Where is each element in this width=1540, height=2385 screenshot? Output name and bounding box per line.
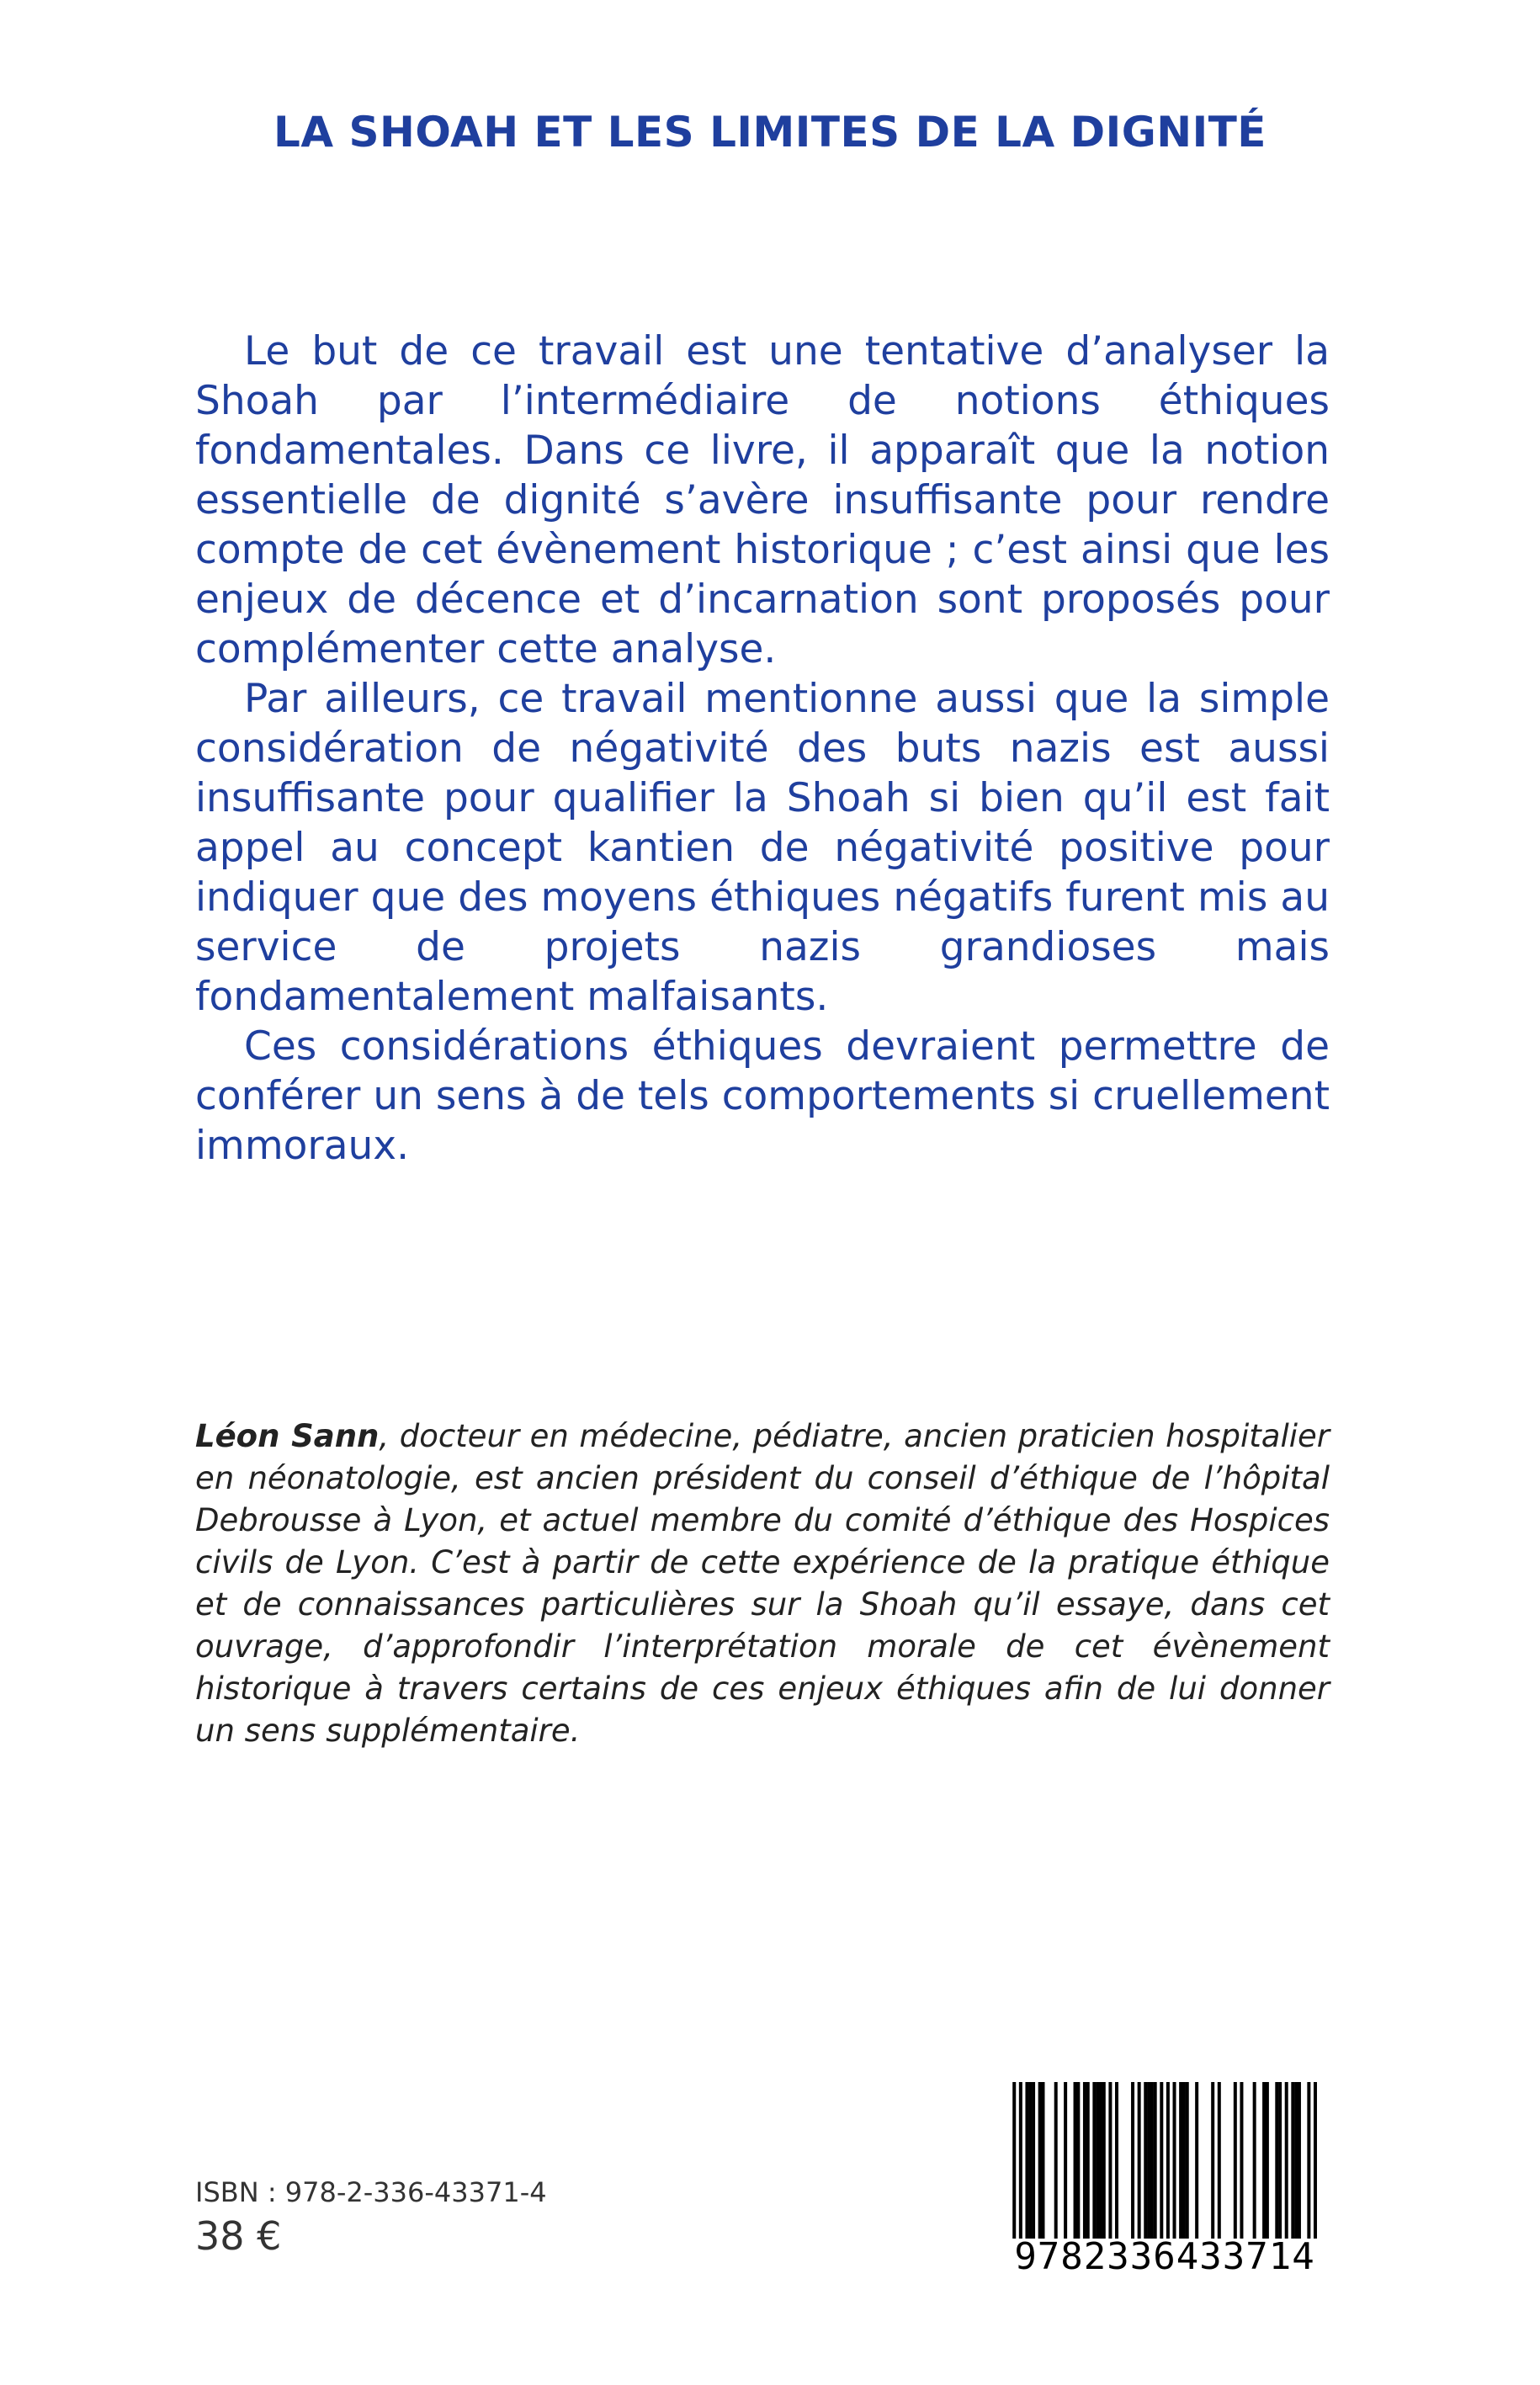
barcode-bar xyxy=(1275,2082,1278,2239)
barcode-bar xyxy=(1032,2082,1035,2239)
barcode-bar xyxy=(1131,2082,1134,2239)
barcode-bar xyxy=(1182,2082,1186,2239)
book-summary xyxy=(195,327,1330,1171)
barcode-bar xyxy=(1150,2082,1154,2239)
barcode-bar xyxy=(1054,2082,1058,2239)
barcode xyxy=(1000,2082,1330,2277)
barcode-bar xyxy=(1278,2082,1282,2239)
barcode-bar xyxy=(1064,2082,1067,2239)
barcode-bar xyxy=(1096,2082,1099,2239)
barcode-bar xyxy=(1076,2082,1080,2239)
price-label: 38 € xyxy=(195,2213,282,2259)
barcode-bar xyxy=(1138,2082,1141,2239)
barcode-bar xyxy=(1086,2082,1090,2239)
barcode-bar xyxy=(1314,2082,1317,2239)
barcode-bar xyxy=(1266,2082,1269,2239)
author-bio xyxy=(195,1416,1330,1752)
barcode-bar xyxy=(1307,2082,1310,2239)
barcode-bar xyxy=(1102,2082,1106,2239)
barcode-bar xyxy=(1253,2082,1256,2239)
barcode-bar xyxy=(1179,2082,1182,2239)
author-bio-text: , docteur en médecine, pédiatre, ancien praticien hospitalier en néonatologie, est ancien président du conseil d’éthique de l’hôpital Debrousse à Lyon, et actuel membre du comité d’éthique des Hospices civils de Lyon. C’est à partir de cette expérience de la pratique éthique et de connaissances particulières sur la Shoah qu’il essaye, dans cet ouvrage, d’approfondir l’interprétation morale de cet évènement historique à travers certains de ces enjeux éthiques afin de lui donner un sens supplémentaire. xyxy=(195,1418,1330,1749)
barcode-bar xyxy=(1144,2082,1147,2239)
summary-paragraph-2: Par ailleurs, ce travail mentionne aussi que la simple considération de négativité des buts nazis est aussi insuffisante pour qualifier la Shoah si bien qu’il est fait appel au concept kantien de négativité positive pour indiquer que des moyens éthiques négatifs furent mis au service de projets nazis grandioses mais fondamentalement malfaisants. xyxy=(195,676,1330,1020)
barcode-bar xyxy=(1038,2082,1042,2239)
summary-paragraph-1: Le but de ce travail est une tentative d’analyser la Shoah par l’intermédiaire de notions éthiques fondamentales. Dans ce livre, il apparaît que la notion essentielle de dignité s’avère insuffisante pour rendre compte de cet évènement historique ; c’est ainsi que les enjeux de décence et d’incarnation sont proposés pour complémenter cette analyse. xyxy=(195,328,1330,672)
barcode-bar xyxy=(1154,2082,1157,2239)
barcode-bar xyxy=(1262,2082,1266,2239)
barcode-bar xyxy=(1291,2082,1294,2239)
barcode-bar xyxy=(1166,2082,1170,2239)
barcode-bar xyxy=(1083,2082,1086,2239)
barcode-bar xyxy=(1285,2082,1288,2239)
barcode-bar xyxy=(1099,2082,1102,2239)
barcode-bar xyxy=(1240,2082,1243,2239)
barcode-bar xyxy=(1186,2082,1189,2239)
barcode-bar xyxy=(1218,2082,1221,2239)
barcode-bar xyxy=(1195,2082,1198,2239)
barcode-bar xyxy=(1115,2082,1118,2239)
barcode-bar xyxy=(1234,2082,1237,2239)
barcode-bar xyxy=(1012,2082,1016,2239)
author-name: Léon Sann xyxy=(195,1418,380,1454)
book-title: LA SHOAH ET LES LIMITES DE LA DIGNITÉ xyxy=(273,108,1267,157)
barcode-bar xyxy=(1019,2082,1022,2239)
barcode-bar xyxy=(1160,2082,1163,2239)
isbn-label: ISBN : 978-2-336-43371-4 xyxy=(195,2176,547,2208)
summary-paragraph-3: Ces considérations éthiques devraient permettre de conférer un sens à de tels comportements si cruellement immoraux. xyxy=(195,1023,1330,1169)
barcode-bars xyxy=(1000,2082,1330,2239)
barcode-bar xyxy=(1041,2082,1044,2239)
barcode-bar xyxy=(1147,2082,1150,2239)
barcode-bar xyxy=(1028,2082,1032,2239)
barcode-bar xyxy=(1092,2082,1096,2239)
barcode-bar xyxy=(1074,2082,1077,2239)
barcode-digits: 9782336433714 xyxy=(1014,2235,1315,2278)
barcode-bar xyxy=(1108,2082,1112,2239)
barcode-bar xyxy=(1211,2082,1214,2239)
barcode-bar xyxy=(1298,2082,1301,2239)
barcode-bar xyxy=(1025,2082,1028,2239)
barcode-bar xyxy=(1173,2082,1176,2239)
barcode-bar xyxy=(1294,2082,1298,2239)
